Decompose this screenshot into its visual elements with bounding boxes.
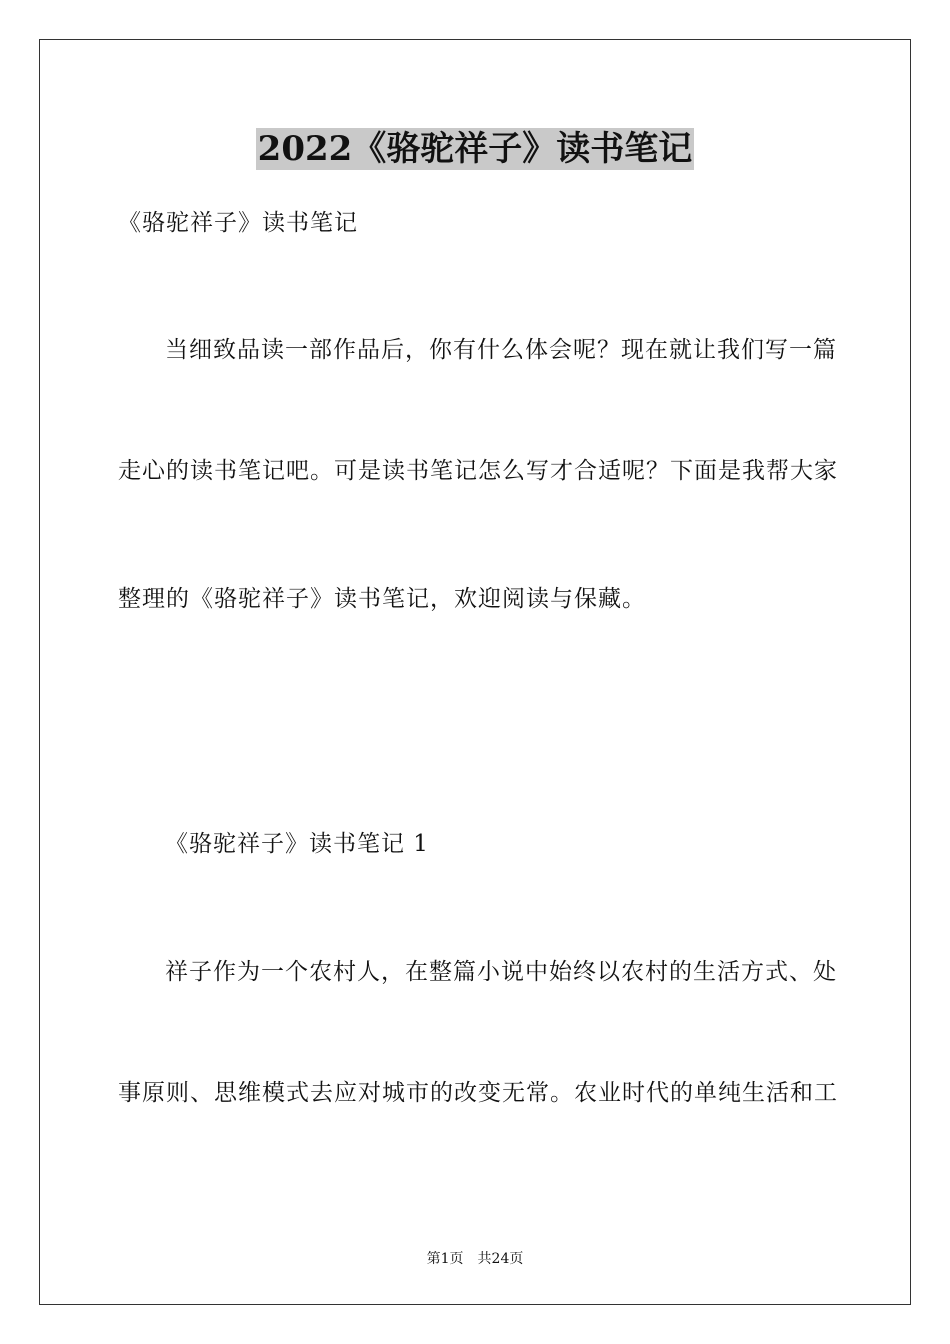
intro-line-3: 整理的《骆驼祥子》读书笔记，欢迎阅读与保藏。 bbox=[118, 586, 646, 612]
page-number: 第1页 bbox=[426, 1251, 464, 1267]
page-total: 共24页 bbox=[477, 1251, 524, 1267]
page-footer bbox=[0, 1248, 950, 1268]
title-container bbox=[0, 128, 950, 170]
document-subtitle: 《骆驼祥子》读书笔记 bbox=[118, 210, 358, 236]
body-line-2: 事原则、思维模式去应对城市的改变无常。农业时代的单纯生活和工 bbox=[118, 1080, 838, 1106]
intro-line-2: 走心的读书笔记吧。可是读书笔记怎么写才合适呢？下面是我帮大家 bbox=[118, 458, 838, 484]
body-line-1: 祥子作为一个农村人，在整篇小说中始终以农村的生活方式、处 bbox=[165, 959, 837, 985]
intro-line-1: 当细致品读一部作品后，你有什么体会呢？现在就让我们写一篇 bbox=[165, 337, 837, 363]
document-title: 2022《骆驼祥子》读书笔记 bbox=[257, 129, 693, 169]
section-heading: 《骆驼祥子》读书笔记 1 bbox=[165, 831, 429, 857]
